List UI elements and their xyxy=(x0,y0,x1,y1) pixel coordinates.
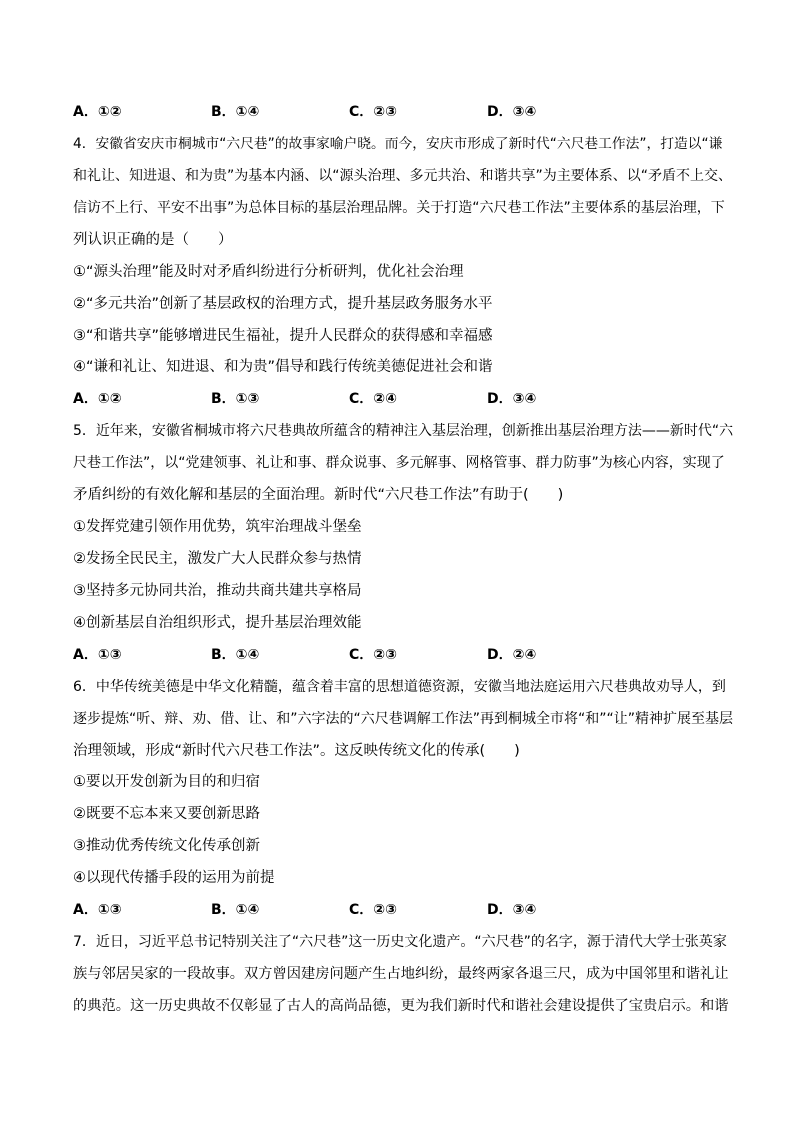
q5-stem-line-2: 尺巷工作法”，以“党建领事、礼让和事、群众说事、多元解事、网格管事、群力防事”为核心内容，实现了 xyxy=(73,455,725,471)
q5-option-a: A．①③ xyxy=(73,647,122,663)
q5-option-c: C．②③ xyxy=(349,647,397,663)
q6-item-4: ④以现代传播手段的运用为前提 xyxy=(73,870,275,886)
q6-stem-line-3: 治理领域，形成“新时代六尺巷工作法”。这反映传统文化的传承( ) xyxy=(73,743,520,759)
q4-stem-line-2: 和礼让、知进退、和为贵”为基本内涵、以“源头治理、多元共治、和谐共享”为主要体系、以“矛盾不上交、 xyxy=(73,168,733,184)
q6-option-d: D．③④ xyxy=(487,902,537,918)
q5-item-2: ②发扬全民民主，激发广大人民群众参与热情 xyxy=(73,551,362,567)
q3-option-a: A．①② xyxy=(73,104,122,120)
q6-option-c: C．②③ xyxy=(349,902,397,918)
q7-stem-line-1: 7．近日，习近平总书记特别关注了“六尺巷”这一历史文化遗产。“六尺巷”的名字，源于清代大学士张英家 xyxy=(73,934,727,950)
q4-option-c: C．②④ xyxy=(349,391,397,407)
q4-stem-line-1: 4．安徽省安庆市桐城市“六尺巷”的故事家喻户晓。而今，安庆市形成了新时代“六尺巷工作法”，打造以“谦 xyxy=(73,136,723,152)
q4-item-2: ②“多元共治”创新了基层政权的治理方式，提升基层政务服务水平 xyxy=(73,296,493,312)
q3-option-b: B．①④ xyxy=(211,104,260,120)
q6-item-3: ③推动优秀传统文化传承创新 xyxy=(73,838,260,854)
q6-stem-line-1: 6．中华传统美德是中华文化精髓，蕴含着丰富的思想道德资源，安徽当地法庭运用六尺巷典故劝导人，到 xyxy=(73,679,726,695)
q4-option-d: D．③④ xyxy=(487,391,537,407)
q3-option-d: D．③④ xyxy=(487,104,537,120)
q4-option-a: A．①② xyxy=(73,391,122,407)
q3-option-c: C．②③ xyxy=(349,104,397,120)
q7-stem-line-2: 族与邻居吴家的一段故事。双方曾因建房问题产生占地纠纷，最终两家各退三尺，成为中国邻里和谐礼让 xyxy=(73,966,729,982)
q4-stem-line-3: 信访不上行、平安不出事”为总体目标的基层治理品牌。关于打造“六尺巷工作法”主要体系的基层治理，下 xyxy=(73,200,725,216)
q4-item-1: ①“源头治理”能及时对矛盾纠纷进行分析研判，优化社会治理 xyxy=(73,264,464,280)
q6-stem-line-2: 逐步提炼“听、辩、劝、借、让、和”六字法的“六尺巷调解工作法”再到桐城全市将“和”“让”精神扩展至基层 xyxy=(73,711,734,727)
q4-stem-line-4: 列认识正确的是（ ） xyxy=(73,232,233,248)
q4-item-3: ③“和谐共享”能够增进民生福祉，提升人民群众的获得感和幸福感 xyxy=(73,328,493,344)
q6-option-b: B．①④ xyxy=(211,902,260,918)
q7-stem-line-3: 的典范。这一历史典故不仅彰显了古人的高尚品德，更为我们新时代和谐社会建设提供了宝贵启示。和谐 xyxy=(73,998,729,1014)
q5-item-1: ①发挥党建引领作用优势，筑牢治理战斗堡垒 xyxy=(73,519,362,535)
q5-item-3: ③坚持多元协同共治，推动共商共建共享格局 xyxy=(73,583,362,599)
q5-item-4: ④创新基层自治组织形式，提升基层治理效能 xyxy=(73,615,362,631)
q5-stem-line-1: 5．近年来，安徽省桐城市将六尺巷典故所蕴含的精神注入基层治理，创新推出基层治理方法——新时代“六 xyxy=(73,423,734,439)
q5-option-b: B．①④ xyxy=(211,647,260,663)
q6-item-2: ②既要不忘本来又要创新思路 xyxy=(73,806,260,822)
q4-item-4: ④“谦和礼让、知进退、和为贵”倡导和践行传统美德促进社会和谐 xyxy=(73,359,493,375)
q6-option-a: A．①③ xyxy=(73,902,122,918)
q5-stem-line-3: 矛盾纠纷的有效化解和基层的全面治理。新时代“六尺巷工作法”有助于( ) xyxy=(73,487,564,503)
q6-item-1: ①要以开发创新为目的和归宿 xyxy=(73,774,260,790)
q4-option-b: B．①③ xyxy=(211,391,260,407)
q5-option-d: D．②④ xyxy=(487,647,537,663)
